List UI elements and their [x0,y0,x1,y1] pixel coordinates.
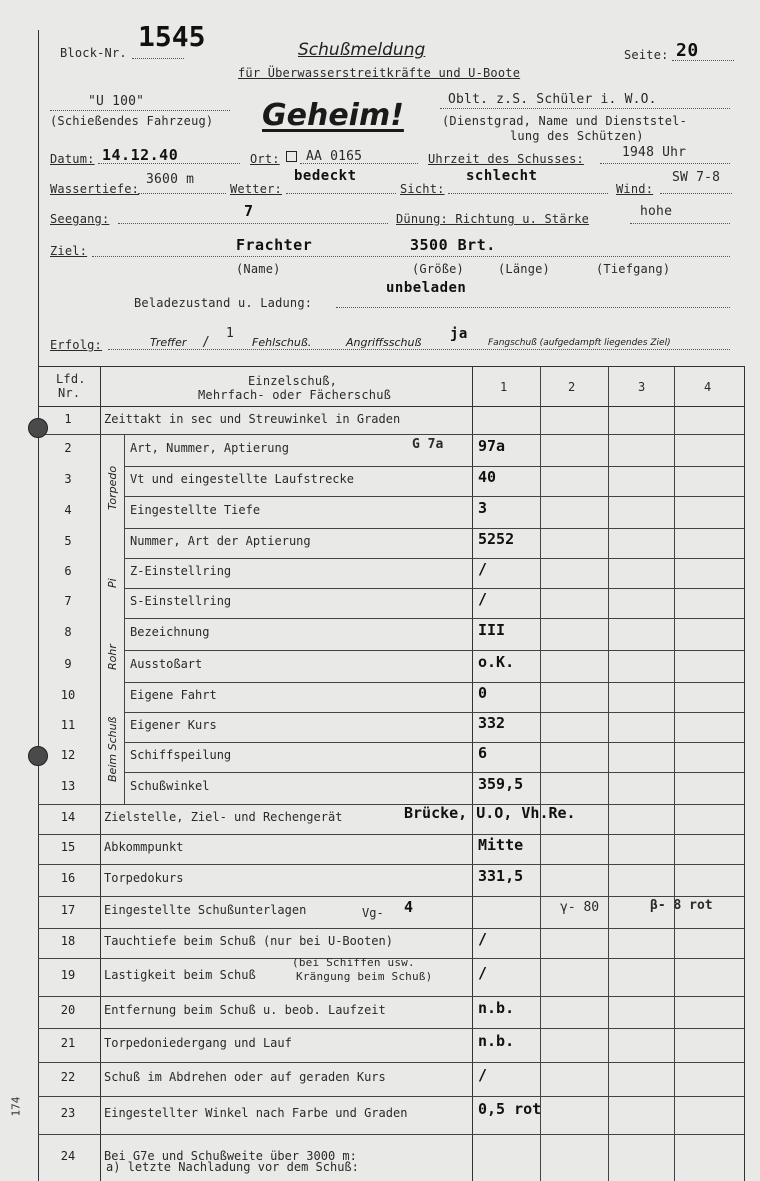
row17-beta: β- 8 rot [650,898,713,913]
row-label: Schiffspeilung [130,748,232,762]
row-value-col1: III [478,621,506,639]
caption-size: (Größe) [412,262,464,276]
weather-line [286,193,396,194]
row-value-col1: 40 [478,468,497,486]
sea-value: 7 [244,202,254,220]
header-col-1: 1 [500,380,508,394]
visibility-line [448,193,608,194]
row-label: Vt und eingestellte Laufstrecke [130,472,354,486]
row-label: Eingestellte Schußunterlagen [104,903,307,917]
date-value: 14.12.40 [102,146,179,164]
row17-vg-value: 4 [404,898,414,916]
shooter-line [440,108,730,109]
row-number: 13 [60,779,76,793]
load-label: Beladezustand u. Ladung: [134,296,313,310]
header-col-2: 2 [568,380,576,394]
row-value-col1: 359,5 [478,775,524,793]
row17-gamma: γ- 80 [560,900,600,915]
depth-label: Wassertiefe: [50,182,140,196]
group-label-rohr: Rohr [106,644,119,670]
margin-rule [38,30,39,370]
row17-vg-label: Vg- [362,906,384,920]
group-label-beim-schuss: Beim Schuß [106,716,119,782]
vessel-caption: (Schießendes Fahrzeug) [50,114,214,128]
hit-value: 1 [226,326,235,341]
weather-label: Wetter: [230,182,282,196]
row-label: Zeittakt in sec und Streuwinkel in Graden [104,412,401,426]
row-value-col1: / [478,964,488,982]
depth-value: 3600 m [146,172,195,187]
row-label: Z-Einstellring [130,564,232,578]
load-value: unbeladen [386,280,467,296]
visibility-value: schlecht [466,168,538,184]
row-number: 17 [60,903,76,917]
classification-stamp: Geheim! [262,98,404,133]
row-value-col1: Mitte [478,836,524,854]
table-no-divider [100,366,101,1181]
row-value-col1: 6 [478,744,488,762]
time-value: 1948 Uhr [622,145,687,160]
attack-label: Angriffsschuß [346,336,422,349]
row-value-col1: / [478,590,488,608]
swell-value: hohe [640,204,673,219]
row-value-col1: n.b. [478,999,515,1017]
vessel-line [50,110,230,111]
row-divider [124,466,744,467]
row-number: 22 [60,1070,76,1084]
place-label: Ort: [250,152,280,166]
row-label: Nummer, Art der Aptierung [130,534,311,548]
table-col3-divider [608,366,609,1181]
row-divider [38,834,744,835]
weather-value: bedeckt [294,168,357,184]
page-label: Seite: [624,48,669,62]
shooter-caption-2: lung des Schützen) [510,129,644,143]
header-col-4: 4 [704,380,712,394]
wind-value: SW 7-8 [672,170,721,185]
row-label: Eingestellter Winkel nach Farbe und Graden [104,1106,408,1120]
row-divider [124,558,744,559]
row-value-wide: 0,5 rot [478,1100,542,1118]
row-value-col1: 0 [478,684,488,702]
row-number: 3 [64,472,72,486]
hit-label: Treffer [150,336,187,349]
group-label-pi: Pi [106,578,119,588]
miss-label: Fehlschuß. [252,336,312,349]
row-number: 23 [60,1106,76,1120]
margin-annotation: 174 [9,1096,23,1117]
row-value-wide: Brücke, U.O, Vh.Re. [404,804,576,822]
row-number: 10 [60,688,76,702]
table-col1-divider [472,366,473,1181]
header-desc-1: Einzelschuß, [248,374,338,388]
row-label: Ausstoßart [130,657,203,671]
row-number: 1 [64,412,72,426]
punch-hole-bottom [28,746,48,766]
place-line [300,163,418,164]
target-value: Frachter [236,236,313,254]
row-number: 12 [60,748,76,762]
depth-line [138,193,226,194]
catch-label: Fangschuß (aufgedampft liegendes Ziel) [488,338,671,348]
table-group-divider [124,434,125,804]
row-divider [124,650,744,651]
row-divider [38,1096,744,1097]
row-divider [38,1134,744,1135]
header-no-1: Lfd. [56,372,86,386]
row-value-col1: n.b. [478,1032,515,1050]
row-number: 9 [64,657,72,671]
date-line [98,163,240,164]
row-value-col1: 3 [478,499,488,517]
load-line [336,307,730,308]
row-number: 6 [64,564,72,578]
target-line [92,256,730,257]
caption-length: (Länge) [498,262,550,276]
vessel-value: "U 100" [88,94,145,109]
row-divider [124,528,744,529]
row-value-col1: 97a [478,437,506,455]
table-header-border [38,406,744,407]
block-number-label: Block-Nr. [60,46,127,60]
table-col4-divider [674,366,675,1181]
table-right-border [744,366,745,1181]
row-label: Eigener Kurs [130,718,217,732]
date-label: Datum: [50,152,95,166]
row-number: 24 [60,1148,76,1163]
row-divider [124,682,744,683]
row-label: Abkommpunkt [104,840,184,854]
row-value-col1: 332 [478,714,506,732]
wind-line [660,193,732,194]
row19-note-1: (bei Schiffen usw. [292,956,415,969]
row-divider [38,434,744,435]
row-number: 18 [60,934,76,948]
row-label: Zielstelle, Ziel- und Rechengerät [104,810,343,824]
row-divider [124,588,744,589]
row-number: 11 [60,718,76,732]
row-label: Schußwinkel [130,779,210,793]
header-col-3: 3 [638,380,646,394]
swell-label: Dünung: Richtung u. Stärke [396,212,590,226]
table-left-border [38,366,39,1181]
row19-note-2: Krängung beim Schuß) [296,970,433,983]
caption-name: (Name) [236,262,281,276]
block-number: 1545 [138,20,206,53]
time-label: Uhrzeit des Schusses: [428,152,584,166]
row-number: 16 [60,871,76,885]
row-divider [38,1028,744,1029]
page-number: 20 [676,40,699,61]
place-square-icon [286,151,297,162]
row-value-col1: / [478,930,488,948]
row-extra: G 7a [412,437,444,452]
header-no-2: Nr. [58,386,81,400]
row-number: 2 [64,441,72,455]
punch-hole-top [28,418,48,438]
caption-draft: (Tiefgang) [596,262,671,276]
block-number-line [132,58,184,59]
target-size-value: 3500 Brt. [410,236,496,254]
swell-line [630,223,730,224]
sea-label: Seegang: [50,212,110,226]
sea-line [118,223,388,224]
row-divider [38,996,744,997]
table-top-border [38,366,744,367]
row-number: 5 [64,534,72,548]
row-number: 21 [60,1036,76,1050]
table-col2-divider [540,366,541,1181]
shooter-caption-1: (Dienstgrad, Name und Dienststel- [442,114,688,128]
row-number: 7 [64,594,72,608]
form-title: Schußmeldung [298,40,426,60]
row-value-col1: / [478,560,488,578]
wind-label: Wind: [616,182,654,196]
attack-value: ja [450,326,468,342]
row-number: 14 [60,810,76,824]
row-label: Bei G7e und Schußweite über 3000 m: [104,1148,357,1163]
row24-line-2: a) letzte Nachladung vor dem Schuß: [106,1160,359,1174]
row-divider [38,928,744,929]
shooter-value: Oblt. z.S. Schüler i. W.O. [448,92,657,107]
row-label: S-Einstellring [130,594,232,608]
row-label: Lastigkeit beim Schuß [104,968,256,982]
row-label: Tauchtiefe beim Schuß (nur bei U-Booten) [104,934,393,948]
row-divider [124,496,744,497]
row-divider [124,742,744,743]
time-line [600,163,730,164]
row-label: Eingestellte Tiefe [130,503,261,517]
row-label: Torpedoniedergang und Lauf [104,1036,292,1050]
row-number: 8 [64,625,72,639]
row-number: 20 [60,1003,76,1017]
row-label: Bezeichnung [130,625,210,639]
row-divider [124,712,744,713]
row-number: 15 [60,840,76,854]
row-value-col1: / [478,1066,488,1084]
row-label: Entfernung beim Schuß u. beob. Laufzeit [104,1003,386,1017]
row-divider [38,864,744,865]
row-divider [124,618,744,619]
row-divider [38,804,744,805]
row-label: Torpedokurs [104,871,184,885]
row-number: 4 [64,503,72,517]
row-label: Schuß im Abdrehen oder auf geraden Kurs [104,1070,386,1084]
row-label: Art, Nummer, Aptierung [130,441,289,455]
row-divider [38,896,744,897]
target-label: Ziel: [50,244,88,258]
group-label-torpedo: Torpedo [106,465,119,510]
place-value: AA 0165 [306,149,363,164]
row-value-col1: o.K. [478,653,515,671]
visibility-label: Sicht: [400,182,445,196]
result-label: Erfolg: [50,338,102,352]
row-number: 19 [60,968,76,982]
form-subtitle: für Überwasserstreitkräfte und U-Boote [238,66,521,80]
page-number-line [672,60,734,61]
row-divider [38,1062,744,1063]
header-desc-2: Mehrfach- oder Fächerschuß [198,388,392,402]
row-value-col1: 5252 [478,530,515,548]
hit-slash: / [202,335,211,350]
row-divider [124,772,744,773]
row-value-col1: 331,5 [478,867,524,885]
row-label: Eigene Fahrt [130,688,217,702]
